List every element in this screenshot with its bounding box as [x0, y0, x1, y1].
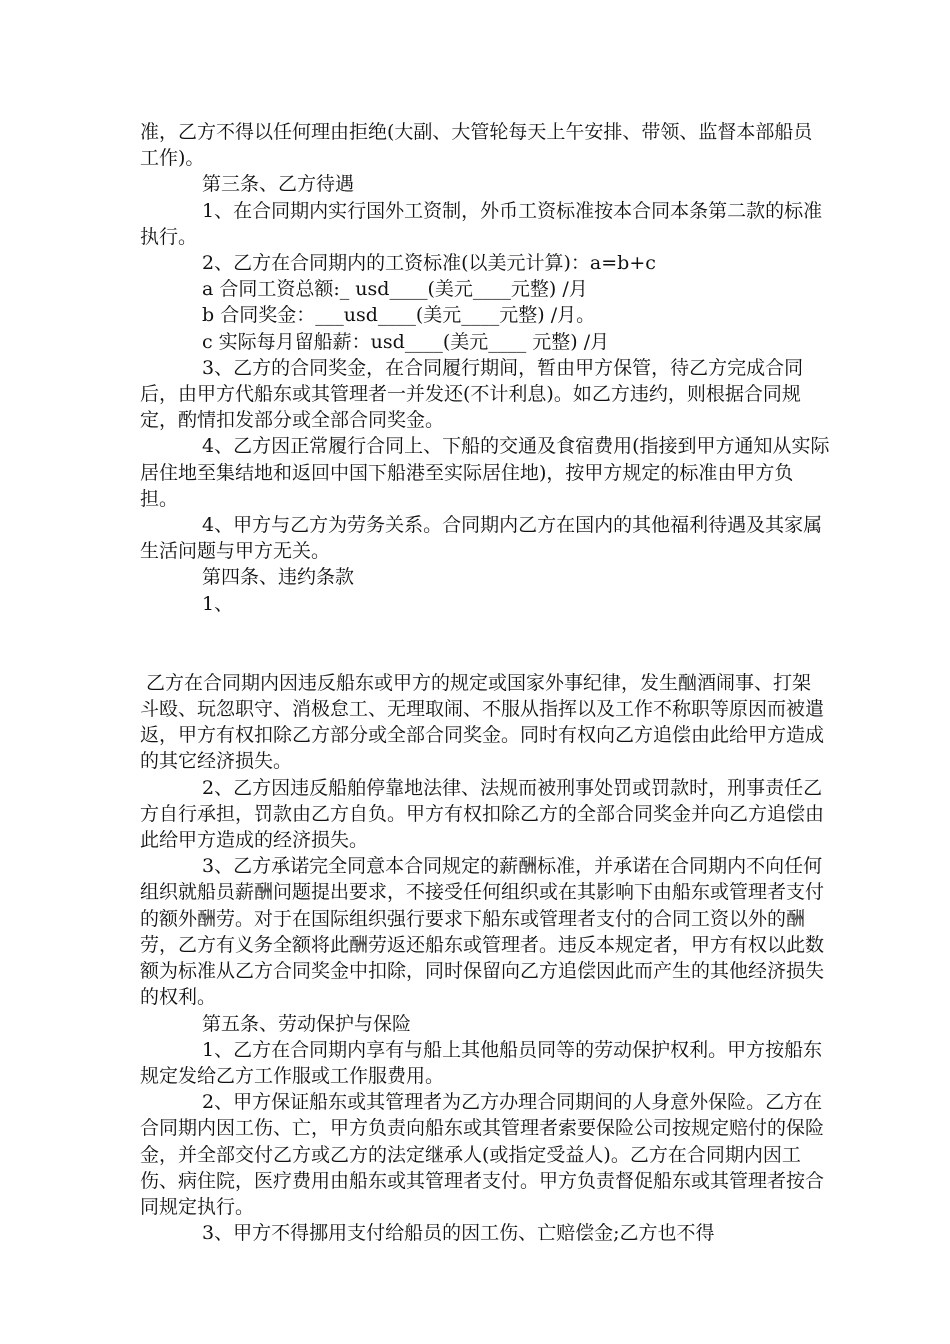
paragraph-3-1: 1、在合同期内实行国外工资制，外币工资标准按本合同本条第二款的标准执行。	[140, 199, 823, 248]
paragraph-3-3: 3、乙方的合同奖金，在合同履行期间，暂由甲方保管，待乙方完成合同后，由甲方代船东或其管理者一并发还(不计利息)。如乙方违约，则根据合同规定，酌情扣发部分或全部合同奖金。	[140, 356, 804, 432]
salary-line-c: c 实际每月留船薪：usd____(美元____ 元整) /月	[202, 330, 610, 353]
salary-line-a: a 合同工资总额:_ usd____(美元____元整) /月	[202, 278, 588, 301]
section-heading-article-5: 第五条、劳动保护与保险	[202, 1012, 412, 1035]
salary-line-b: b 合同奖金：___usd____(美元____元整) /月。	[202, 304, 596, 327]
paragraph-5-1: 1、乙方在合同期内享有与船上其他船员同等的劳动保护权利。甲方按船东规定发给乙方工作服或工作服费用。	[140, 1038, 823, 1087]
paragraph-3-4a: 4、乙方因正常履行合同上、下船的交通及食宿费用(指接到甲方通知从实际居住地至集结地和返回中国下船港至实际居住地)，按甲方规定的标准由甲方负担。	[140, 435, 830, 510]
paragraph-4-2: 2、乙方因违反船舶停靠地法律、法规而被刑事处罚或罚款时，刑事责任乙方自行承担，罚款由乙方自负。甲方有权扣除乙方的全部合同奖金并向乙方追偿由此给甲方造成的经济损失。	[140, 776, 825, 852]
paragraph-4-1: 乙方在合同期内因违反船东或甲方的规定或国家外事纪律，发生酗酒闹事、打架斗殴、玩忽职守、消极怠工、无理取闹、不服从指挥以及工作不称职等原因而被遣返，甲方有权扣除乙方部分或全部合同奖金。同时有权向乙方追偿由此给甲方造成的其它经济损失。	[140, 671, 825, 773]
paragraph-3-4b: 4、甲方与乙方为劳务关系。合同期内乙方在国内的其他福利待遇及其家属生活问题与甲方无关。	[140, 514, 823, 563]
paragraph-3-2: 2、乙方在合同期内的工资标准(以美元计算)：a=b+c	[202, 252, 656, 275]
section-heading-article-4: 第四条、违约条款	[202, 566, 355, 589]
paragraph-5-2: 2、甲方保证船东或其管理者为乙方办理合同期间的人身意外保险。乙方在合同期内因工伤、亡，甲方负责向船东或其管理者索要保险公司按规定赔付的保险金，并全部交付乙方或乙方的法定继承人(或指定受益人)。乙方在合同期内因工伤、病住院，医疗费用由船东或其管理者支付。甲方负责督促船东或其管理者按合同规定执行。	[140, 1091, 825, 1218]
paragraph-4-1-number: 1、	[202, 592, 234, 615]
paragraph-5-3: 3、甲方不得挪用支付给船员的因工伤、亡赔偿金;乙方也不得	[202, 1222, 715, 1245]
document-body	[140, 119, 830, 1246]
blank-gap	[140, 617, 830, 670]
paragraph-4-3: 3、乙方承诺完全同意本合同规定的薪酬标准，并承诺在合同期内不向任何组织就船员薪酬问题提出要求，不接受任何组织或在其影响下由船东或管理者支付的额外酬劳。对于在国际组织强行要求下船东或管理者支付的合同工资以外的酬劳，乙方有义务全额将此酬劳返还船东或管理者。违反本规定者，甲方有权以此数额为标准从乙方合同奖金中扣除，同时保留向乙方追偿因此而产生的其他经济损失的权利。	[140, 855, 825, 1009]
paragraph-continuation: 准，乙方不得以任何理由拒绝(大副、大管轮每天上午安排、带领、监督本部船员工作)。	[140, 121, 813, 170]
section-heading-article-3: 第三条、乙方待遇	[202, 173, 355, 196]
